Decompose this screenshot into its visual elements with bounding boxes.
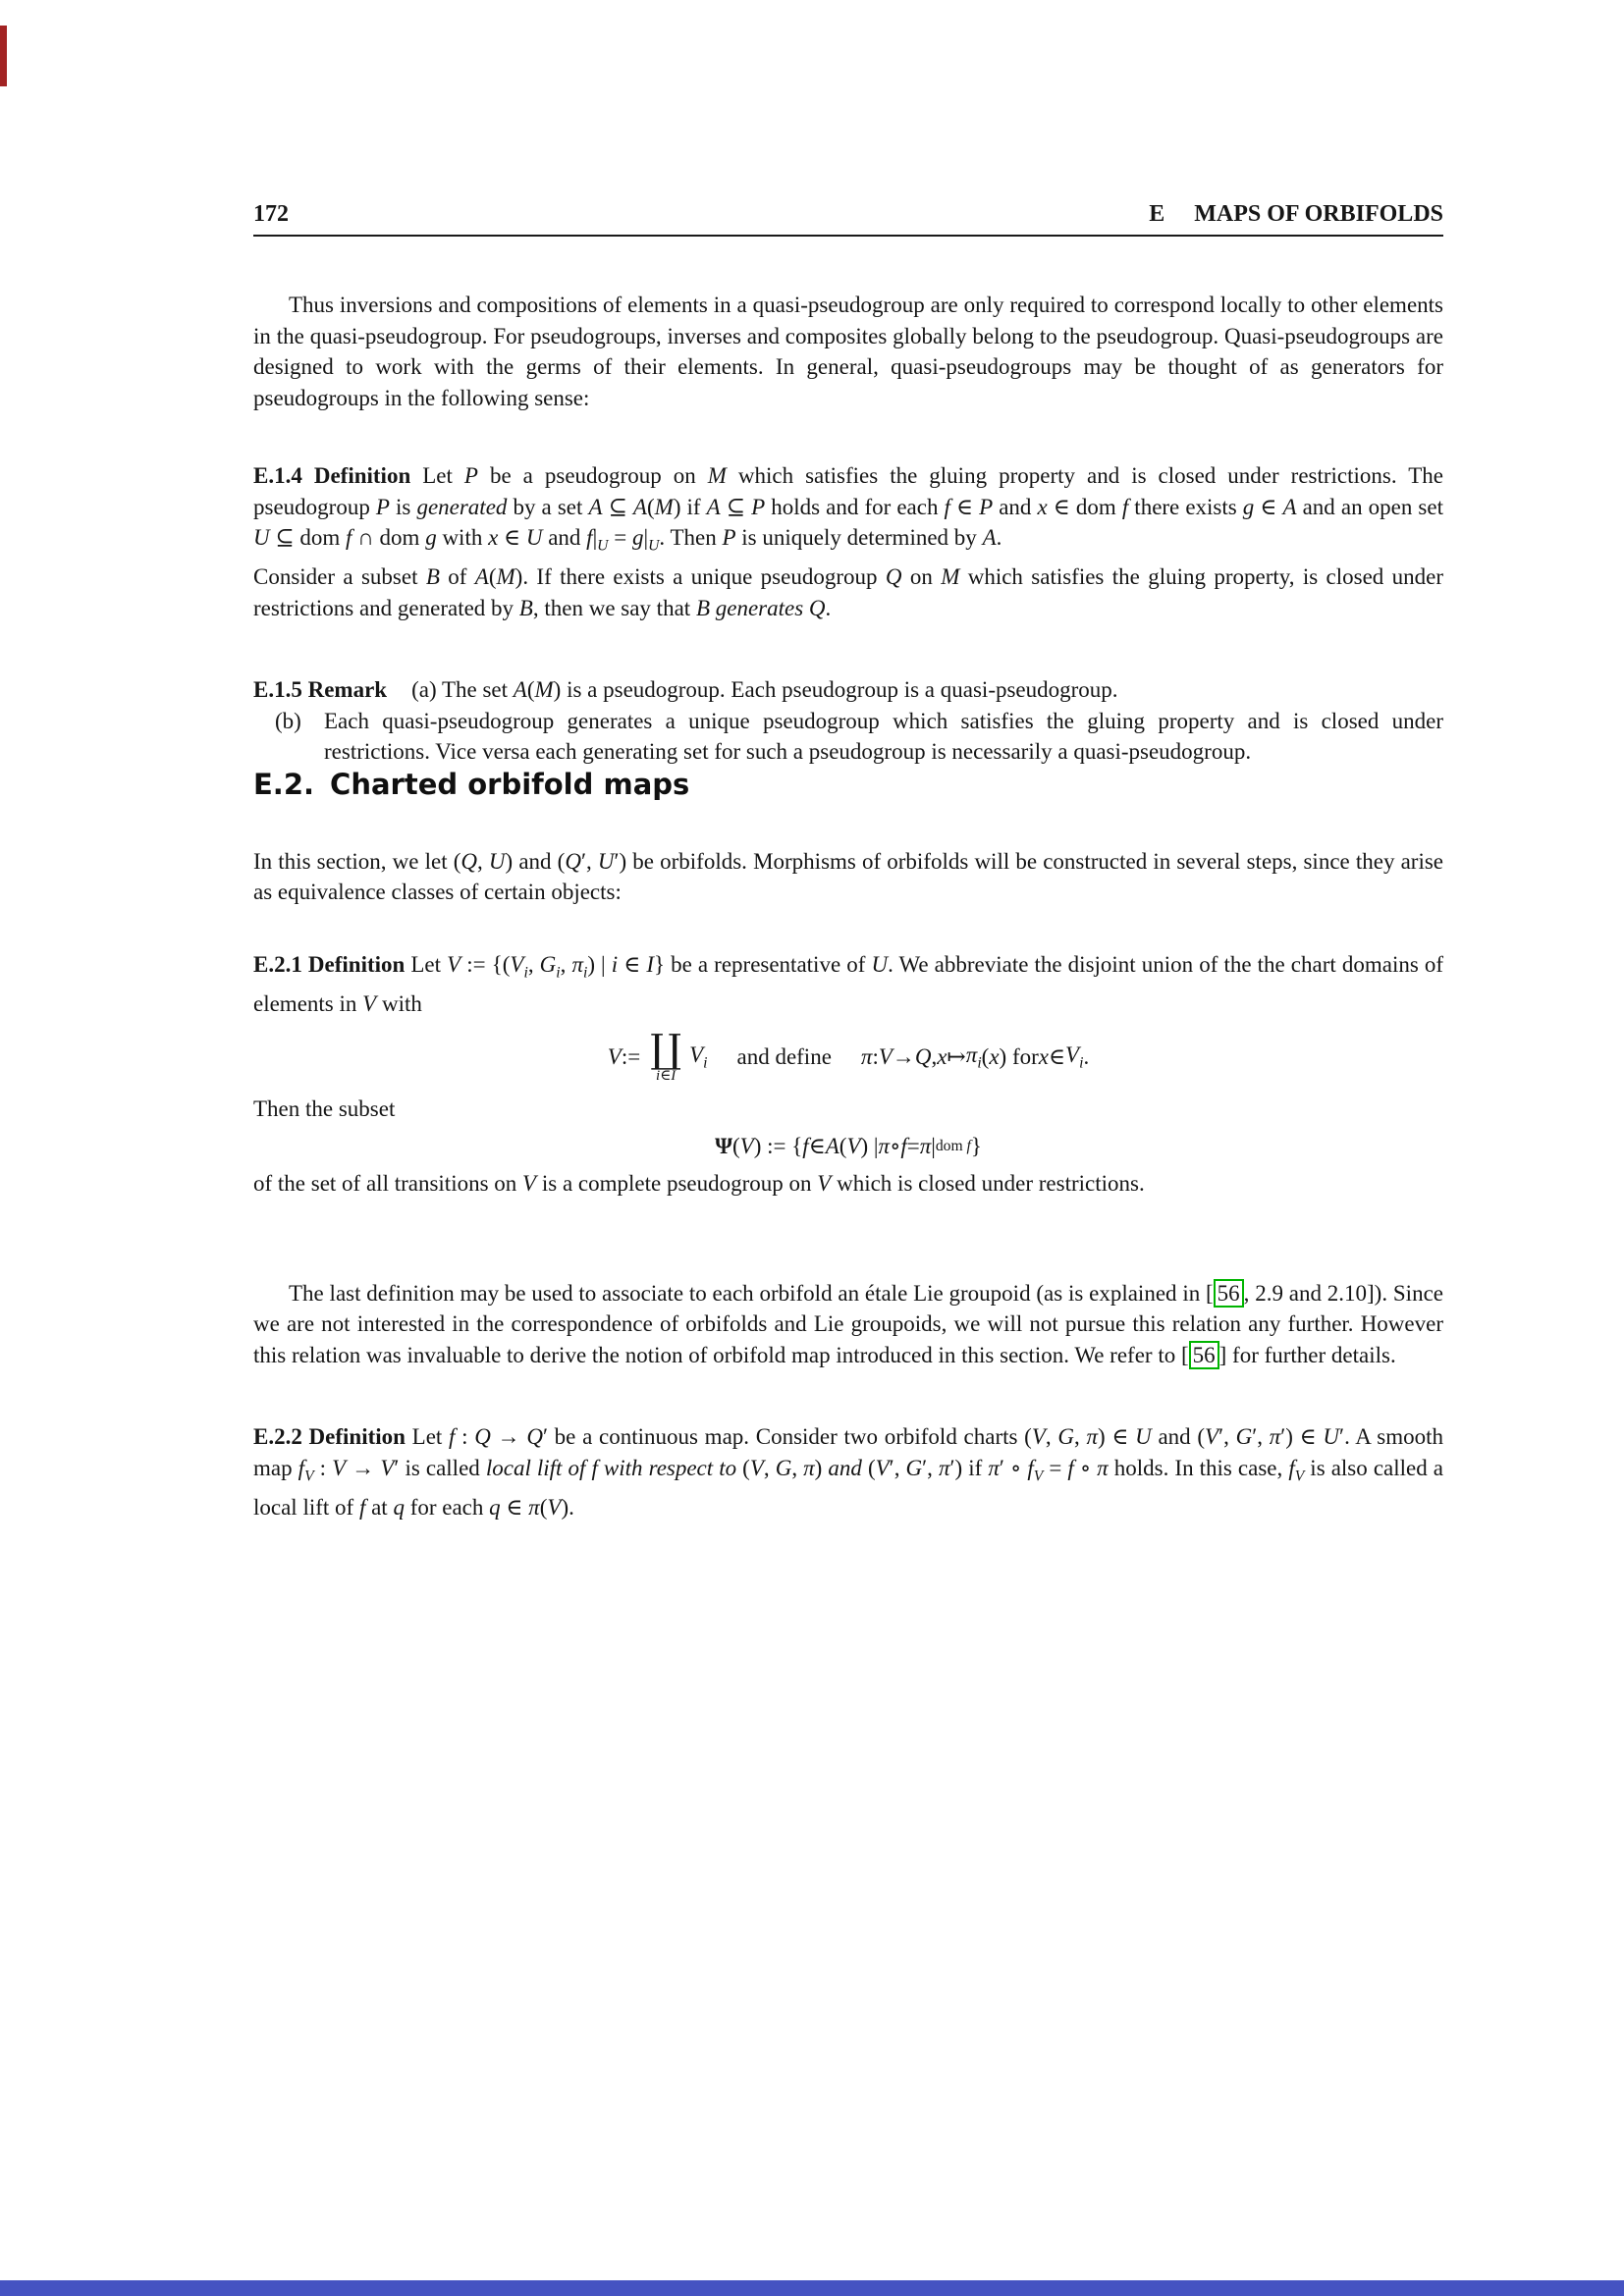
remark-e15-item-b xyxy=(275,706,1443,768)
header-title-text: MAPS OF ORBIFOLDS xyxy=(1194,201,1443,227)
remark-e15-item-b-label: (b) xyxy=(275,708,301,733)
citation-link-56[interactable]: 56 xyxy=(1214,1279,1244,1308)
header-section-letter: E xyxy=(1149,201,1165,227)
paragraph-lie-groupoid: The last definition may be used to associate to each orbifold an étale Lie groupoid (as is explained in [ 56 , 2.9 and 2.10]). Since we are not interested in the correspondence of orbifolds and Lie groupoids, we will not pursue this relation any further. However this relation was invaluable to derive the notion of orbifold map introduced in this section. We refer to [ 56 ] for further details. xyxy=(253,1280,1443,1367)
section-heading-number: E.2. xyxy=(253,767,315,801)
definition-e22-label: E.2.2 Definition xyxy=(253,1424,406,1450)
equation-disjoint-union: V := ∐ i∈I $V_i$ and define π : V → Q , x ↦ $\pi_i$ ( x ) for x ∈ $V_i$ . xyxy=(607,1027,1090,1085)
paragraph-section-intro: In this section, we let (Q, U) and (Q′, U′) be orbifolds. Morphisms of orbifolds will be constructed in several steps, since they arise as equivalence classes of certain objects: xyxy=(253,848,1444,905)
definition-e21-body1: Let V := {($V_i$, $G_i$, $\pi_i$) | i ∈ I} be a representative of U. We abbreviate the disjoint union of the the chart domains of elements in V with xyxy=(253,951,1444,1016)
definition-e21 xyxy=(253,949,1443,1020)
running-header-title xyxy=(1149,201,1443,228)
remark-e15-item-a: (a) The set A(M) is a pseudogroup. Each pseudogroup is a quasi-pseudogroup. xyxy=(411,677,1118,703)
definition-e14 xyxy=(253,460,1443,623)
citation-link-56[interactable]: 56 xyxy=(1189,1341,1219,1369)
definition-e21-between-text: Then the subset xyxy=(253,1096,396,1122)
remark-e15-item-b-text: Each quasi-pseudogroup generates a unique pseudogroup which satisfies the gluing property and is closed under restrictions. Vice versa each generating set for such a pseudogroup is necessarily a quasi-pseudogroup. xyxy=(324,708,1443,765)
page-number: 172 xyxy=(253,201,289,227)
definition-e22 xyxy=(253,1421,1443,1522)
definition-e21-label: E.2.1 Definition xyxy=(253,951,406,977)
equation-psi-pseudogroup: Ψ ( V ) := { f ∈ A ( V ) | π ∘ f = π | dom f } xyxy=(715,1133,982,1158)
section-heading-e2 xyxy=(253,768,1443,801)
scan-artifact-bottom-bar xyxy=(0,2280,1624,2296)
text-column xyxy=(253,0,1443,1523)
remark-e15-label: E.1.5 Remark xyxy=(253,677,388,703)
running-header xyxy=(253,0,1443,237)
definition-e22-body: Let f : Q → Q′ be a continuous map. Consider two orbifold charts (V, G, π) ∈ U and (V′, G′, π′) ∈ U′. A smooth map $f_V$ : V → V′ is called local lift of f with respect to (V, G, π) and (V′, G′, π′) if π′ ∘ $f_V = f$ ∘ π holds. In this case, $f_V$ is also called a local lift of f at q for each q ∈ π(V). xyxy=(253,1424,1444,1521)
section-heading-title: Charted orbifold maps xyxy=(330,767,690,801)
scan-artifact-left-edge xyxy=(0,26,7,86)
definition-e14-body: Let P be a pseudogroup on M which satisfies the gluing property and is closed under restrictions. The pseudogroup P is generated by a set A ⊆ A(M) if A ⊆ P holds and for each f ∈ P and x ∈ dom f there exists g ∈ A and an open set U ⊆ dom f ∩ dom g with x ∈ U and $f|_U = g|_U$. Then P is uniquely determined by A. Consider a subset B of A(M). If there exists a unique pseudogroup Q on M which satisfies the gluing property, is closed under restrictions and generated by B, then we say that B generates Q. xyxy=(253,463,1444,620)
definition-e21-body2: of the set of all transitions on V is a complete pseudogroup on V which is closed under restrictions. xyxy=(253,1171,1145,1197)
definition-e14-label: E.1.4 Definition xyxy=(253,463,411,488)
remark-e15 xyxy=(253,674,1443,706)
paragraph-quasi-pseudogroups: Thus inversions and compositions of elements in a quasi-pseudogroup are only required to correspond locally to other elements in the quasi-pseudogroup. For pseudogroups, inverses and composites globally belong to the pseudogroup. Quasi-pseudogroups are designed to work with the germs of their elements. In general, quasi-pseudogroups may be thought of as generators for pseudogroups in the following sense: xyxy=(253,293,1443,410)
